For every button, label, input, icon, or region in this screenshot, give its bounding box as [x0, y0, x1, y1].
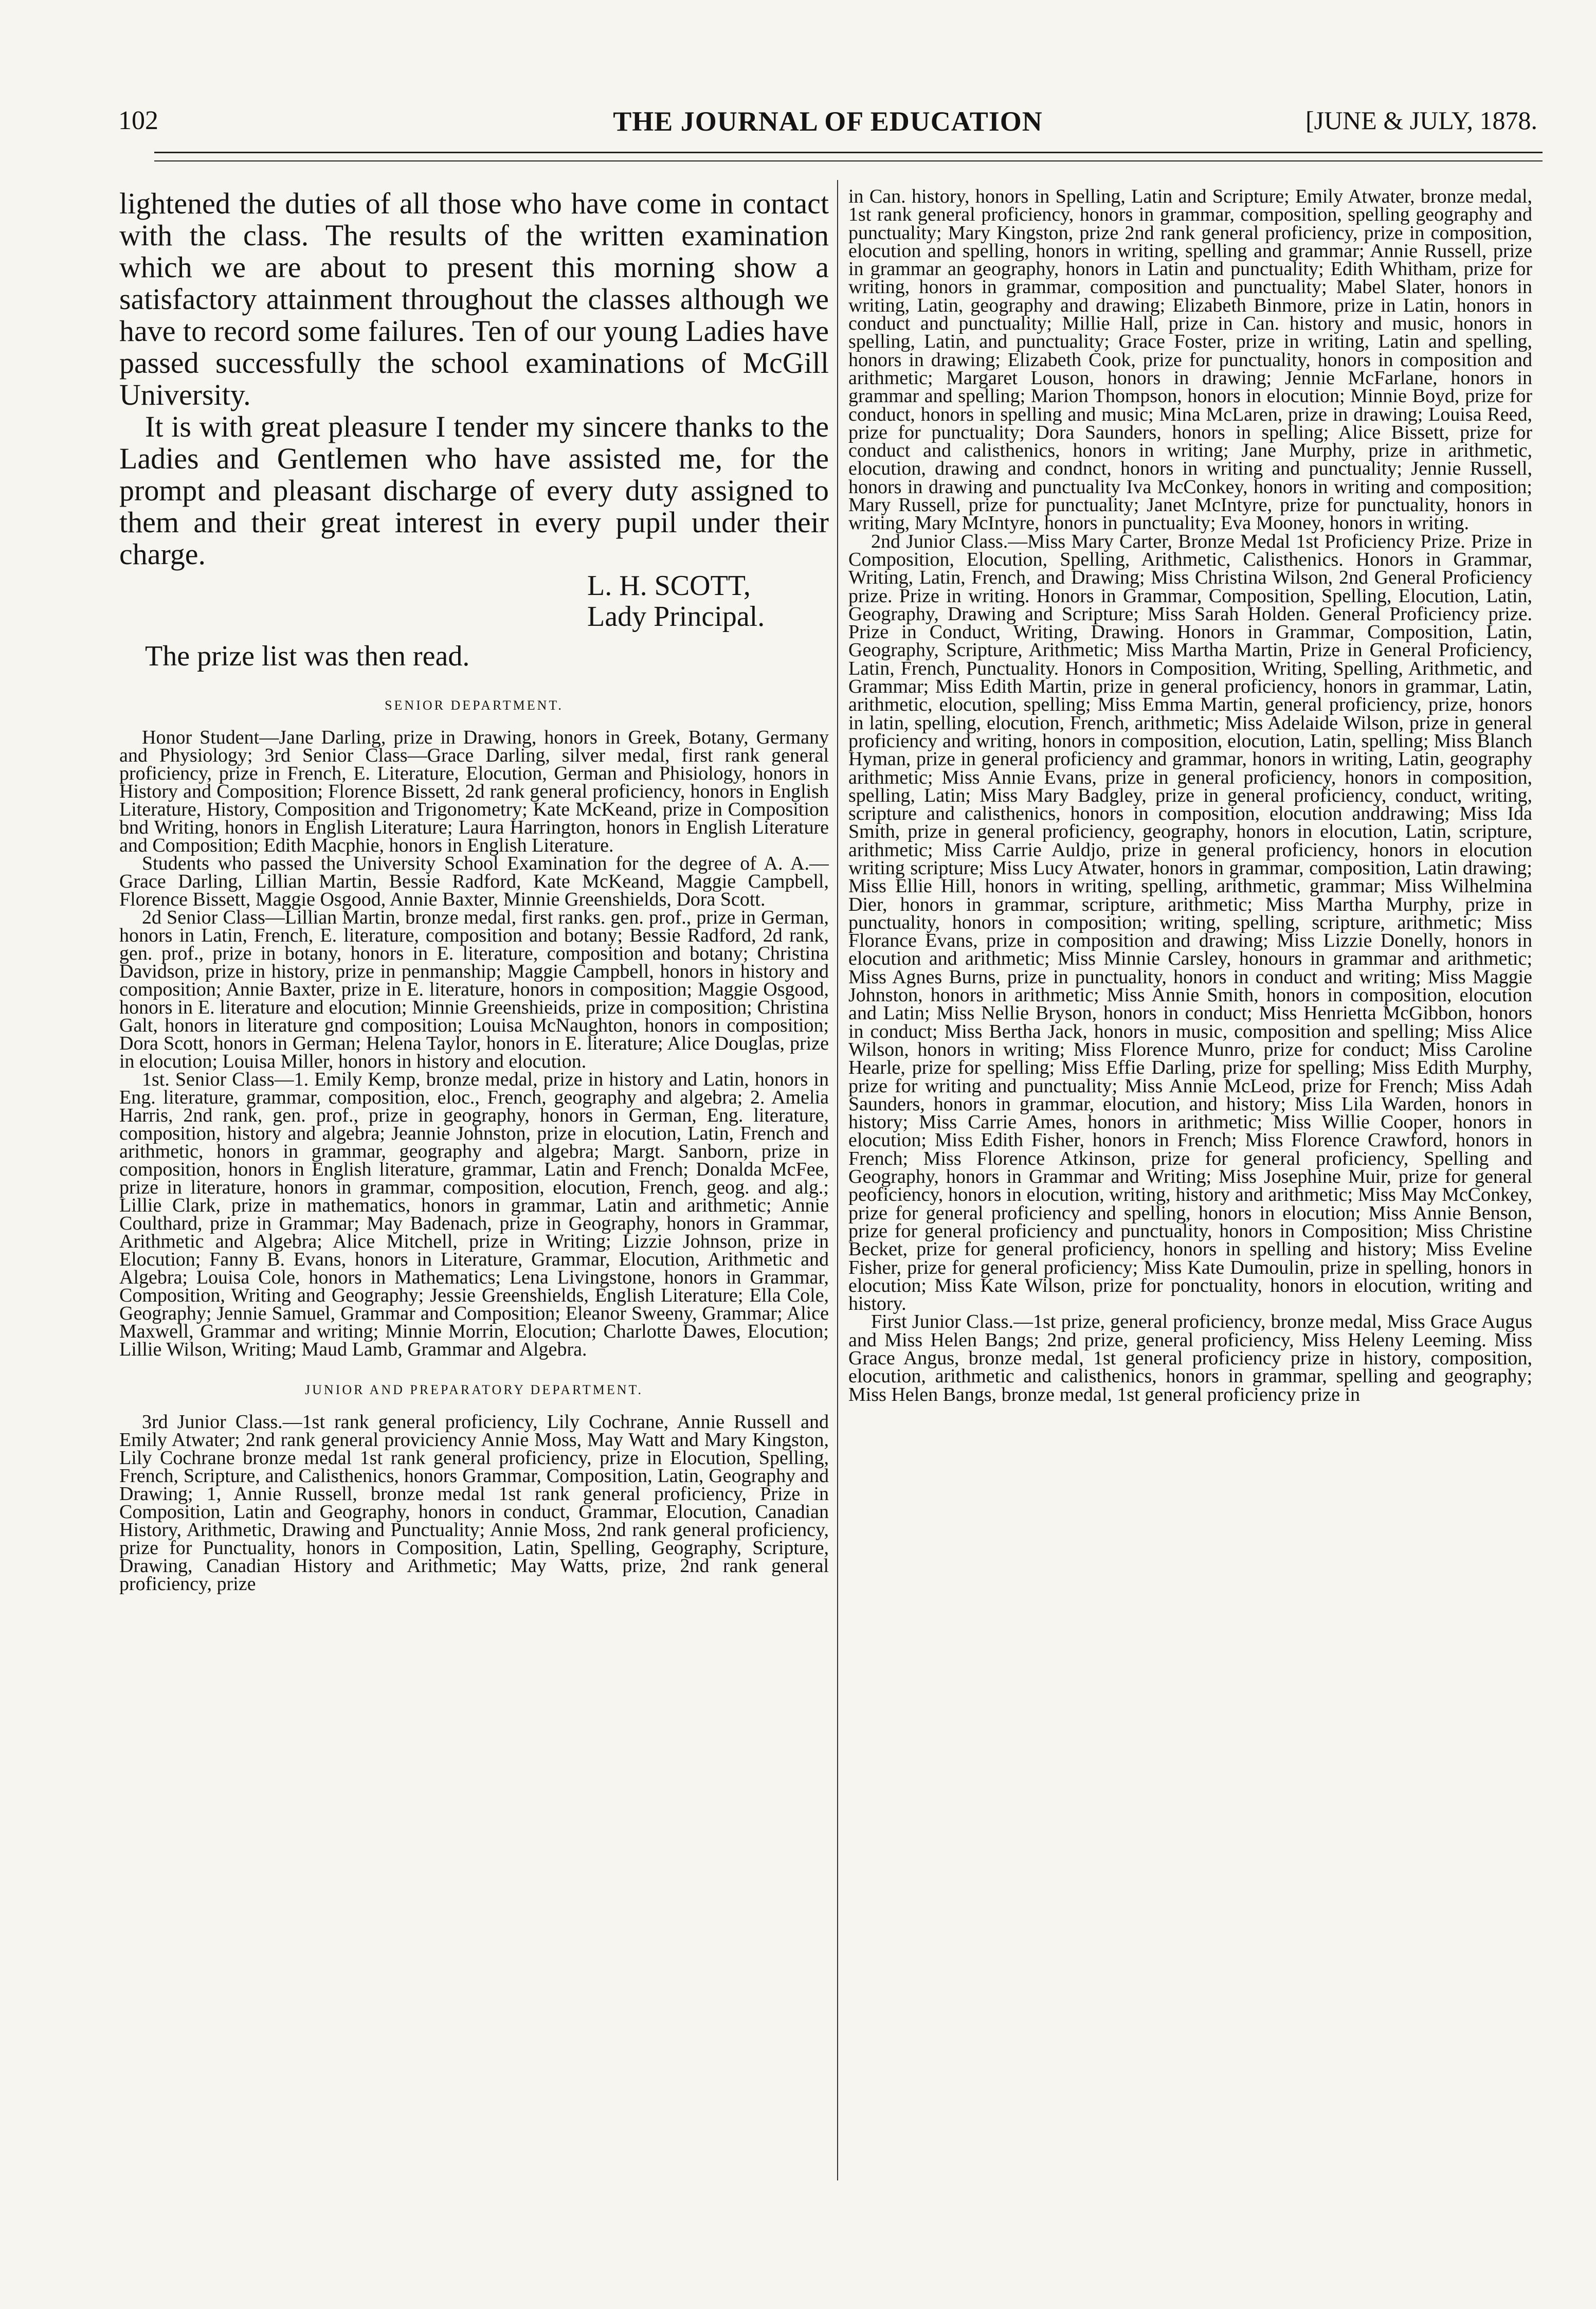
intro-paragraph-1: lightened the duties of all those who have come in contact with the class. The results of the written examination which we are about to present this morning show a satisfactory attainment throughout the classes although we have to record some failures. Ten of our young Ladies have passed successfully the school examinations of McGill University.	[119, 188, 829, 411]
prize-list-intro: The prize list was then read.	[145, 640, 470, 672]
junior-department-heading: JUNIOR AND PREPARATORY DEPARTMENT.	[305, 1382, 643, 1397]
right-paragraph: First Junior Class.—1st prize, general proficiency, bronze medal, Miss Grace Augus and Miss Helen Bangs; 2nd prize, general proficiency, Miss Heleny Leeming. Miss Grace Angus, bronze medal, 1st general proficiency prize in history, composition, elocution, arithmetic and calisthenics, honors in grammar, spelling and geography; Miss Helen Bangs, bronze medal, 1st general proficiency prize in	[848, 1311, 1532, 1405]
right-paragraph: 2nd Junior Class.—Miss Mary Carter, Bronze Medal 1st Proficiency Prize. Prize in Composition, Elocution, Spelling, Arithmetic, Calisthenics. Honors in Grammar, Writing, Latin, French, and Drawing; Miss Christina Wilson, 2nd General Proficiency prize. Prize in writing. Honors in Grammar, Composition, Spelling, Elocution, Latin, Geography, Drawing and Scripture; Miss Sarah Holden. General Proficiency prize. Prize in Conduct, Writing, Drawing. Honors in Grammar, Composition, Latin, Geography, Scripture, Arithmetic; Miss Martha Martin, Prize in General Proficiency, Latin, French, Punctuality. Honors in Composition, Writing, Spelling, Arithmetic, and Grammar; Miss Edith Martin, prize in general proficiency, honors in grammar, Latin, arithmetic, elocution, spelling; Miss Emma Martin, general proficiency, prize, honors in latin, spelling, elocution, French, arithmetic; Miss Adelaide Wilson, prize in general proficiency and writing, honors in composition, elocution, Latin, spelling; Miss Blanch Hyman, prize in general proficiency and grammar, honors in writing, Latin, geography arithmetic; Miss Annie Evans, prize in general proficiency, honors in composition, spelling, Latin; Miss Mary Badgley, prize in general proficiency, conduct, writing, scripture and calisthenics, honors in composition, elocution anddrawing; Miss Ida Smith, prize in general proficiency, geography, honors in elocution, Latin, scripture, arithmetic; Miss Carrie Auldjo, prize in general proficiency, honors in elocution writing scripture; Miss Lucy Atwater, honors in grammar, composition, Latin drawing; Miss Ellie Hill, honors in writing, spelling, arithmetic, grammar; Miss Wilhelmina Dier, honors in grammar, scripture, arithmetic; Miss Martha Murphy, prize in punctuality, honors in composition; writing, spelling, scripture, arithmetic; Miss Florance Evans, prize in composition and drawing; Miss Lizzie Donelly, honors in elocution and arithmetic; Miss Minnie Carsley, honours in grammar and arithmetic; Miss Agnes Burns, prize in punctuality, honors in conduct and writing; Miss Maggie Johnston, honors in arithmetic; Miss Annie Smith, honors in composition, elocution and Latin; Miss Nellie Bryson, honors in conduct; Miss Henrietta McGibbon, honors in conduct; Miss Bertha Jack, honors in music, composition and spelling; Miss Alice Wilson, honors in writing; Miss Florence Munro, prize for conduct; Miss Caroline Hearle, prize for spelling; Miss Effie Darling, prize for spelling; Miss Edith Murphy, prize for writing and punctuality; Miss Annie McLeod, prize for French; Miss Adah Saunders, honors in grammar, elocution, and history; Miss Lila Warden, honors in history; Miss Carrie Ames, honors in arithmetic; Miss Willie Cooper, honors in elocution; Miss Edith Fisher, honors in French; Miss Florence Crawford, honors in French; Miss Florence Atkinson, prize for general proficiency, Spelling and Geography, honors in Grammar and Writing; Miss Josephine Muir, prize for general peoficiency, honors in elocution, writing, history and arithmetic; Miss May McConkey, prize for general proficiency and spelling, honors in elocution; Miss Annie Benson, prize for general proficiency and punctuality, honors in Composition; Miss Christine Becket, prize for general proficiency, honors in spelling and history; Miss Eveline Fisher, prize for general proficiency; Miss Kate Dumoulin, prize in spelling, honors in elocution; Miss Kate Wilson, prize for ponctuality, honors in elocution, writing and history.	[848, 530, 1532, 1315]
page-number: 102	[118, 106, 158, 135]
journal-title: THE JOURNAL OF EDUCATION	[613, 106, 1043, 137]
senior-paragraph: Students who passed the University School Examination for the degree of A. A.—Grace Darling, Lillian Martin, Bessie Radford, Kate McKeand, Maggie Campbell, Florence Bissett, Maggie Osgood, Annie Baxter, Minnie Greenshields, Dora Scott.	[119, 853, 829, 910]
intro-paragraph-2: It is with great pleasure I tender my sincere thanks to the Ladies and Gentlemen who have assisted me, for the prompt and pleasant discharge of every duty assigned to them and their great interest in every pupil under their charge.	[119, 410, 829, 571]
right-paragraph: in Can. history, honors in Spelling, Latin and Scripture; Emily Atwater, bronze medal, 1st rank general proficiency, honors in grammar, composition, spelling geography and punctuality; Mary Kingston, prize 2nd rank general proficiency, prize in composition, elocution and spelling, honors in writing, spelling and grammar; Annie Russell, prize in grammar an geography, honors in Latin and punctuality; Edith Whitham, prize for writing, honors in grammar, composition and punctuality; Mabel Slater, honors in writing, Latin, geography and drawing; Elizabeth Binmore, prize in Latin, honors in conduct and punctuality; Millie Hall, prize in Can. history and music, honors in spelling, Latin, and punctuality; Grace Foster, prize in writing, Latin and spelling, honors in drawing; Elizabeth Cook, prize for punctuality, honors in composition and arithmetic; Margaret Louson, honors in drawing; Jennie McFarlane, honors in grammar and spelling; Marion Thompson, honors in elocution; Minnie Boyd, prize for conduct, honors in spelling and music; Mina McLaren, prize in drawing; Louisa Reed, prize for punctuality; Dora Saunders, honors in spelling; Alice Bissett, prize for conduct and calisthenics, honors in writing; Jane Murphy, prize in arithmetic, elocution, drawing and condnct, honors in writing and punctuality; Jennie Russell, honors in drawing and punctuality Iva McConkey, honors in writing and composition; Mary Russell, prize for punctuality; Janet McIntyre, prize for punctuality, honors in writing, Mary McIntyre, honors in punctuality; Eva Mooney, honors in writing.	[848, 188, 1532, 534]
page-header	[118, 105, 1537, 141]
senior-department-heading: SENIOR DEPARTMENT.	[385, 698, 564, 713]
junior-paragraph: 3rd Junior Class.—1st rank general proficiency, Lily Cochrane, Annie Russell and Emily Atwater; 2nd rank general proviciency Annie Moss, May Watt and Mary Kingston, Lily Cochrane bronze medal 1st rank general proficiency, prize in Elocution, Spelling, French, Scripture, and Calisthenics, honors Grammar, Composition, Latin, Geography and Drawing; 1, Annie Russell, bronze medal 1st rank general proficiency, Prize in Composition, Latin and Geography, honors in conduct, Grammar, Elocution, Canadian History, Arithmetic, Drawing and Punctuality; Annie Moss, 2nd rank general proficiency, prize for Punctuality, honors in Composition, Latin, Spelling, Geography, Scripture, Drawing, Canadian History and Arithmetic; May Watts, prize, 2nd rank general proficiency, prize	[119, 1411, 829, 1595]
header-rule-bottom	[154, 160, 1543, 161]
senior-paragraph: 1st. Senior Class—1. Emily Kemp, bronze medal, prize in history and Latin, honors in Eng. literature, grammar, composition, eloc., French, geography and algebra; 2. Amelia Harris, 2nd rank, gen. prof., prize in geography, honors in German, Eng. literature, composition, history and algebra; Jeannie Johnston, prize in elocution, Latin, French and arithmetic, honors in grammar, geography and algebra; Margt. Sanborn, prize in composition, honors in English literature, grammar, Latin and French; Donalda McFee, prize in literature, honors in grammar, composition, elocution, French, geog. and alg.; Lillie Clark, prize in mathematics, honors in grammar, Latin and arithmetic; Annie Coulthard, prize in Grammar; May Badenach, prize in Geography, honors in Grammar, Arithmetic and Algebra; Alice Mitchell, prize in Writing; Lizzie Johnson, prize in Elocution; Fanny B. Evans, honors in Literature, Grammar, Elocution, Arithmetic and Algebra; Louisa Cole, honors in Mathematics; Lena Livingstone, honors in Grammar, Composition, Writing and Geography; Jessie Greenshields, English Literature; Ella Cole, Geography; Jennie Samuel, Grammar and Composition; Eleanor Sweeny, Grammar; Alice Maxwell, Grammar and writing; Minnie Morrin, Elocution; Charlotte Dawes, Elocution; Lillie Wilson, Writing; Maud Lamb, Grammar and Algebra.	[119, 1069, 829, 1360]
header-rule-top	[154, 152, 1543, 153]
right-column	[848, 188, 1532, 2173]
left-column	[119, 188, 829, 2080]
senior-paragraph: 2d Senior Class—Lillian Martin, bronze medal, first ranks. gen. prof., prize in German, honors in Latin, French, E. literature, composition and botany; Bessie Radford, 2d rank, gen. prof., prize in botany, honors in E. literature, composition and botany; Christina Davidson, prize in history, prize in penmanship; Maggie Campbell, honors in history and composition; Annie Baxter, prize in E. literature, honors in composition; Maggie Osgood, honors in E. literature and elocution; Minnie Greenshieids, prize in composition; Christina Galt, honors in literature gnd composition; Louisa McNaughton, honors in composition; Dora Scott, honors in German; Helena Taylor, honors in E. literature; Alice Douglas, prize in elocution; Louisa Miller, honors in history and elocution.	[119, 907, 829, 1072]
senior-paragraph: Honor Student—Jane Darling, prize in Drawing, honors in Greek, Botany, Germany and Physiology; 3rd Senior Class—Grace Darling, silver medal, first rank general proficiency, prize in French, E. Literature, Elocution, German and Phisiology, honors in History and Composition; Florence Bissett, 2d rank general proficiency, honors in English Literature, History, Composition and Trigonometry; Kate McKeand, prize in Composition bnd Writing, honors in English Literature; Laura Harrington, honors in English Literature and Composition; Edith Macphie, honors in English Literature.	[119, 727, 829, 856]
signature-title: Lady Principal.	[587, 601, 765, 633]
column-divider	[837, 180, 838, 2180]
issue-date: [JUNE & JULY, 1878.	[1305, 106, 1537, 135]
signature-name: L. H. SCOTT,	[587, 570, 751, 602]
